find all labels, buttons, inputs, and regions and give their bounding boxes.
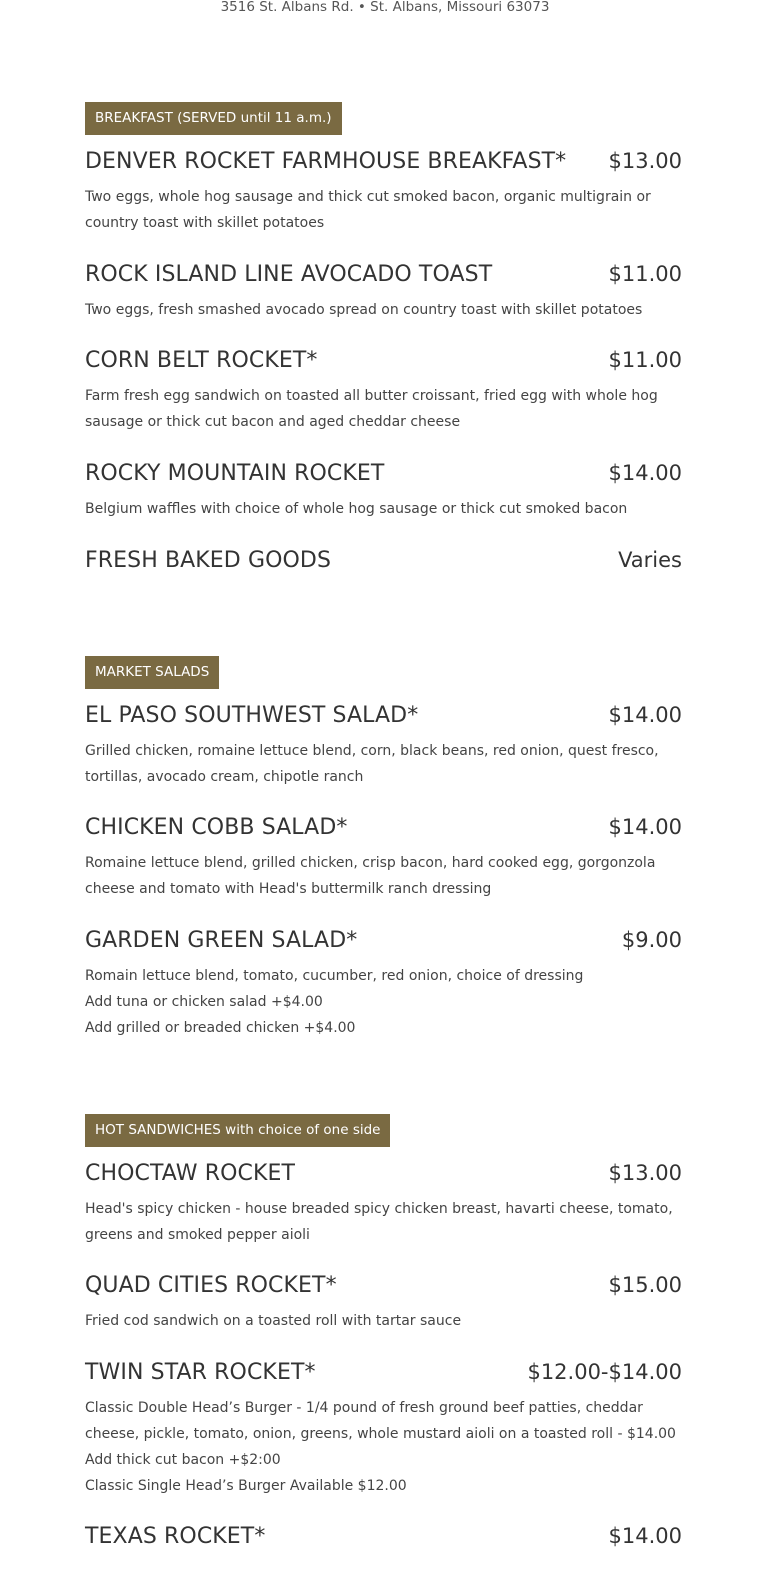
item-description [85, 850, 682, 902]
item-description [85, 738, 682, 790]
item-price: $14.00 [608, 703, 682, 727]
item-name: TEXAS ROCKET* [85, 1524, 266, 1549]
item-name: DENVER ROCKET FARMHOUSE BREAKFAST* [85, 149, 567, 174]
item-addon-line: Add tuna or chicken salad +$4.00 [85, 994, 323, 1010]
item-price: $14.00 [608, 1524, 682, 1548]
item-addon-line: Classic Single Head’s Burger Available $12.00 [85, 1478, 407, 1494]
item-name: CORN BELT ROCKET* [85, 348, 318, 373]
item-name: TWIN STAR ROCKET* [85, 1360, 316, 1385]
item-description-line: Grilled chicken, romaine lettuce blend, corn, black beans, red onion, quest fresco, tortillas, avocado cream, chipotle ranch [85, 743, 659, 785]
item-description [85, 496, 682, 522]
item-price: $9.00 [621, 928, 682, 952]
item-description-line: Farm fresh egg sandwich on toasted all butter croissant, fried egg with whole hog sausage or thick cut bacon and aged cheddar cheese [85, 388, 658, 430]
item-description [85, 383, 682, 435]
item-description-line: Head's spicy chicken - house breaded spicy chicken breast, havarti cheese, tomato, greens and smoked pepper aioli [85, 1201, 673, 1243]
item-name: ROCK ISLAND LINE AVOCADO TOAST [85, 262, 493, 287]
item-price: $11.00 [608, 348, 682, 372]
item-description [85, 184, 682, 236]
item-description [85, 1308, 682, 1334]
item-price: $12.00-$14.00 [527, 1360, 682, 1384]
menu-item [85, 928, 682, 1041]
menu-item [85, 1524, 682, 1554]
item-description-line: Two eggs, whole hog sausage and thick cut smoked bacon, organic multigrain or country toast with skillet potatoes [85, 189, 651, 231]
item-description [85, 1196, 682, 1248]
item-name: GARDEN GREEN SALAD* [85, 928, 358, 953]
menu-item [85, 1273, 682, 1334]
menu-item [85, 262, 682, 323]
menu-item [85, 1360, 682, 1499]
item-price: Varies [618, 548, 682, 572]
item-description-line: Romain lettuce blend, tomato, cucumber, red onion, choice of dressing [85, 968, 584, 984]
item-addon-line: Add grilled or breaded chicken +$4.00 [85, 1020, 356, 1036]
item-description-line: Two eggs, fresh smashed avocado spread on country toast with skillet potatoes [85, 302, 643, 318]
item-description-line: Romaine lettuce blend, grilled chicken, crisp bacon, hard cooked egg, gorgonzola cheese and tomato with Head's buttermilk ranch dressing [85, 855, 656, 897]
restaurant-address: 3516 St. Albans Rd. • St. Albans, Missouri 63073 [220, 0, 550, 15]
item-description-line: Fried cod sandwich on a toasted roll with tartar sauce [85, 1313, 462, 1329]
menu-item [85, 348, 682, 435]
item-addon-line: Add thick cut bacon +$2:00 [85, 1452, 281, 1468]
item-price: $13.00 [608, 149, 682, 173]
item-price: $11.00 [608, 262, 682, 286]
item-price: $14.00 [608, 815, 682, 839]
item-name: EL PASO SOUTHWEST SALAD* [85, 703, 419, 728]
item-name: ROCKY MOUNTAIN ROCKET [85, 461, 385, 486]
item-price: $14.00 [608, 461, 682, 485]
item-description [85, 1395, 682, 1499]
menu-item [85, 548, 682, 578]
menu-item [85, 815, 682, 902]
item-price: $13.00 [608, 1161, 682, 1185]
menu-item [85, 461, 682, 522]
item-description-line: Classic Double Head’s Burger - 1/4 pound of fresh ground beef patties, cheddar cheese, pickle, tomato, onion, greens, whole mustard aioli on a toasted roll - $14.00 [85, 1400, 676, 1442]
item-name: QUAD CITIES ROCKET* [85, 1273, 337, 1298]
item-description [85, 297, 682, 323]
menu-item [85, 703, 682, 790]
section-label-market-salads: MARKET SALADS [85, 656, 219, 689]
section-label-hot-sandwiches: HOT SANDWICHES with choice of one side [85, 1114, 390, 1147]
menu-item [85, 1161, 682, 1248]
item-name: CHOCTAW ROCKET [85, 1161, 296, 1186]
menu-item [85, 149, 682, 236]
item-name: CHICKEN COBB SALAD* [85, 815, 348, 840]
section-label-breakfast: BREAKFAST (SERVED until 11 a.m.) [85, 102, 342, 135]
item-description [85, 963, 682, 1041]
item-description-line: Belgium waffles with choice of whole hog sausage or thick cut smoked bacon [85, 501, 628, 517]
item-name: FRESH BAKED GOODS [85, 548, 332, 573]
item-price: $15.00 [608, 1273, 682, 1297]
